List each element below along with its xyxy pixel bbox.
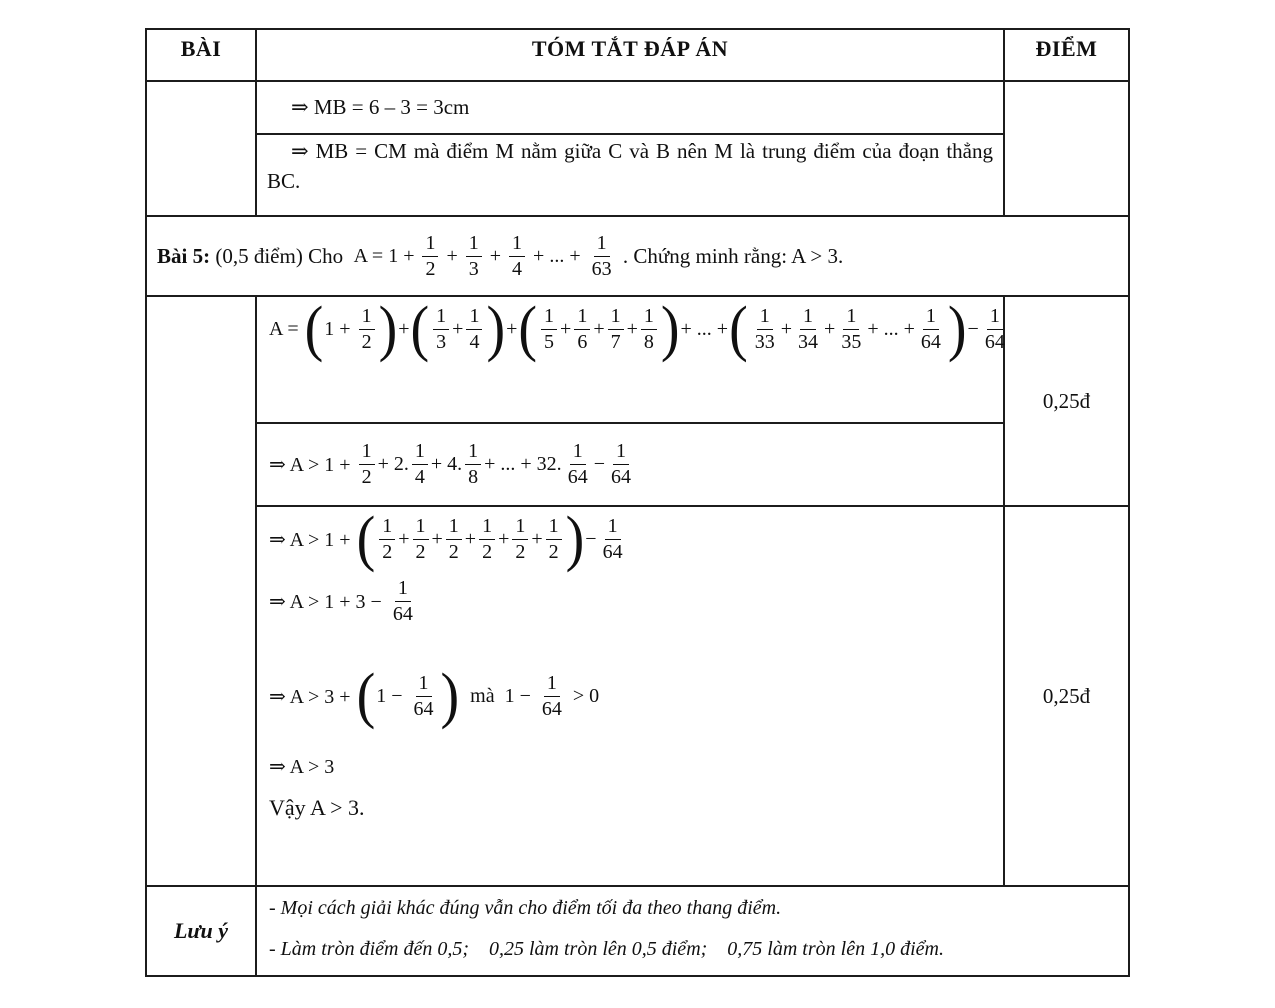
fraction [422,232,438,281]
formula-text: + ... + [867,317,915,340]
fraction-numerator: 1 [923,305,939,330]
fraction-numerator: 1 [608,305,624,330]
fraction-denominator: 35 [841,330,862,353]
notes-row [147,887,1128,975]
prev-problem-score-cell [1005,82,1128,215]
left-paren: ( [304,294,324,364]
fraction-denominator: 3 [436,330,447,353]
fraction-numerator: 1 [843,305,859,330]
fraction [608,440,634,489]
solution-step2-formula [269,440,637,489]
notes-label: Lưu ý [147,887,257,975]
left-paren: ( [410,294,430,364]
formula-text: + [780,317,793,340]
fraction [641,305,657,354]
fraction [509,232,525,281]
fraction-denominator: 3 [468,257,479,280]
fraction [541,305,557,354]
formula-text: + [398,317,410,340]
fraction [546,515,562,564]
solution-step4-formula [269,577,1003,626]
fraction-denominator: 64 [602,540,623,563]
notes-line1: - Mọi cách giải khác đúng vẫn cho điểm tối đa theo thang điểm. [269,897,782,919]
fraction-denominator: 2 [361,466,372,488]
fraction [589,232,615,281]
prev-problem-step1: ⇒ MB = 6 – 3 = 3cm [257,82,1003,135]
fraction [539,672,565,721]
fraction-numerator: 1 [413,515,429,540]
fraction-denominator: 2 [548,540,559,563]
fraction [466,232,482,281]
fraction-numerator: 1 [613,440,629,465]
left-paren: ( [729,294,748,364]
formula-text: + [593,317,605,340]
formula-text: + [824,317,836,340]
right-paren: ) [565,504,585,574]
fraction-denominator: 64 [413,697,434,720]
fraction-numerator: 1 [422,232,438,257]
fraction-numerator: 1 [594,232,610,257]
solution-score-cell [1005,297,1128,885]
fraction-denominator: 64 [541,697,562,720]
score-badge-first: 0,25đ [1005,297,1128,507]
fraction-numerator: 1 [570,440,586,465]
fraction [479,515,495,564]
fraction-denominator: 64 [984,330,1005,353]
formula-text: + [441,244,463,267]
fraction-numerator: 1 [465,440,481,465]
fraction [379,515,395,564]
fraction-denominator: 2 [382,540,393,563]
formula-text: ⇒ A > 1 + [269,528,356,551]
fraction-numerator: 1 [800,305,816,330]
fraction-numerator: 1 [574,305,590,330]
formula-text: − [967,317,979,340]
formula-text: − [593,453,605,475]
fraction [600,515,626,564]
fraction [982,305,1008,354]
right-paren: ) [947,294,967,364]
formula-text: + [452,317,464,340]
fraction [390,577,416,626]
fraction [608,305,624,354]
solution-conclusion: Vậy A > 3. [269,795,365,820]
fraction-numerator: 1 [541,305,557,330]
fraction-denominator: 4 [414,466,425,488]
solution-bai-cell [147,297,257,885]
formula-text: + [560,317,572,340]
fraction-numerator: 1 [446,515,462,540]
fraction-numerator: 1 [395,577,411,602]
fraction-numerator: 1 [544,672,560,697]
prev-problem-bai-cell [147,82,257,215]
fraction-numerator: 1 [546,515,562,540]
fraction-denominator: 8 [643,330,654,353]
formula-text: ⇒ A > 3 [269,756,335,778]
fraction-denominator: 2 [361,330,372,353]
fraction-denominator: 63 [591,257,612,280]
fraction [838,305,864,354]
fraction-denominator: 7 [610,330,621,353]
fraction [359,305,375,354]
problem5-formula [354,232,618,281]
formula-text: + ... + [680,317,729,340]
fraction-numerator: 1 [509,232,525,257]
fraction-denominator: 64 [567,466,588,488]
fraction-numerator: 1 [466,305,482,330]
notes-cell [257,887,1128,975]
solution-step3-formula [269,504,1003,574]
formula-text: − [585,527,597,550]
formula-text: ⇒ A > 3 + [269,685,356,708]
fraction-denominator: 64 [392,603,413,625]
fraction-numerator: 1 [641,305,657,330]
problem5-outro: . Chứng minh rằng: A > 3. [617,243,844,268]
header-cell-bai: BÀI [147,30,257,80]
right-paren: ) [486,294,506,364]
left-paren: ( [356,661,376,731]
formula-text: + [498,527,510,550]
fraction [465,440,481,489]
fraction-numerator: 1 [479,515,495,540]
fraction-numerator: 1 [433,305,449,330]
fraction [565,440,591,489]
formula-text: A = [269,317,304,340]
formula-text: mà 1 − [460,684,536,707]
fraction-denominator: 2 [515,540,526,563]
formula-text: 1 − [376,684,408,707]
fraction-numerator: 1 [512,515,528,540]
fraction [413,515,429,564]
solution-step1-cell [257,294,1005,424]
header-cell-summary: TÓM TẮT ĐÁP ÁN [257,30,1005,80]
problem5-label: Bài 5: [157,243,211,268]
problem5-statement-row [147,217,1128,297]
fraction [359,440,375,489]
left-paren: ( [356,504,376,574]
fraction-denominator: 4 [512,257,523,280]
fraction [433,305,449,354]
formula-text: 1 + [324,317,356,340]
formula-text: + [626,317,638,340]
fraction-denominator: 2 [448,540,459,563]
answer-table [145,28,1130,977]
fraction-numerator: 1 [412,440,428,465]
formula-text: + [431,527,443,550]
fraction [411,672,437,721]
right-paren: ) [440,661,460,731]
fraction-numerator: 1 [379,515,395,540]
score-badge-second: 0,25đ [1042,683,1091,708]
solution-step6-formula [269,754,1003,779]
formula-text: + [484,244,507,267]
fraction [795,305,821,354]
fraction-numerator: 1 [359,440,375,465]
fraction-numerator: 1 [757,305,773,330]
fraction [918,305,944,354]
solution-step5-formula [269,661,1003,731]
fraction [446,515,462,564]
fraction-denominator: 5 [544,330,555,353]
fraction-denominator: 64 [920,330,941,353]
right-paren: ) [378,294,398,364]
left-paren: ( [518,294,538,364]
solution-step1-formula [269,294,1011,364]
formula-text: + 4. [430,453,463,475]
problem5-intro: (0,5 điểm) Cho [210,243,354,268]
fraction-denominator: 34 [798,330,819,353]
fraction-numerator: 1 [359,305,375,330]
fraction-numerator: 1 [605,515,621,540]
fraction-numerator: 1 [466,232,482,257]
formula-text: + [531,527,543,550]
prev-problem-step2: ⇒ MB = CM mà điểm M nằm giữa C và B nên M là trung điểm của đoạn thẳng BC. [267,139,993,193]
fraction-denominator: 2 [415,540,426,563]
formula-text: + [506,317,518,340]
formula-text: ⇒ A > 1 + 3 − [269,591,387,613]
formula-text: + [464,527,477,550]
formula-text: > 0 [567,684,600,707]
formula-text: + ... + 32. [484,453,562,475]
solution-row [147,294,1128,887]
fraction-numerator: 1 [416,672,432,697]
fraction [412,440,428,489]
notes-line2: - Làm tròn điểm đến 0,5; 0,25 làm tròn lên 0,5 điểm; 0,75 làm tròn lên 1,0 điểm. [269,938,944,960]
fraction-numerator: 1 [987,305,1003,330]
fraction-denominator: 64 [610,466,631,488]
solution-summary-cell [257,294,1005,885]
fraction [574,305,590,354]
prev-problem-row [147,82,1128,217]
prev-problem-summary-cell [257,82,1005,215]
fraction-denominator: 33 [754,330,775,353]
fraction-denominator: 2 [425,257,436,280]
fraction [466,305,482,354]
fraction-denominator: 4 [469,330,480,353]
fraction [752,305,778,354]
right-paren: ) [660,294,680,364]
fraction-denominator: 2 [482,540,493,563]
formula-text: + [398,527,410,550]
fraction-denominator: 8 [468,466,479,488]
formula-text: + ... + [528,244,586,267]
table-header-row [147,30,1128,82]
formula-text: A = 1 + [353,244,420,267]
solution-step2-cell [257,424,1003,507]
solution-steps3-6-cell [257,504,1003,885]
formula-text: + 2. [377,453,409,475]
formula-text: ⇒ A > 1 + [269,454,356,476]
fraction [512,515,528,564]
header-cell-score: ĐIỂM [1035,36,1098,61]
fraction-denominator: 6 [577,330,588,353]
